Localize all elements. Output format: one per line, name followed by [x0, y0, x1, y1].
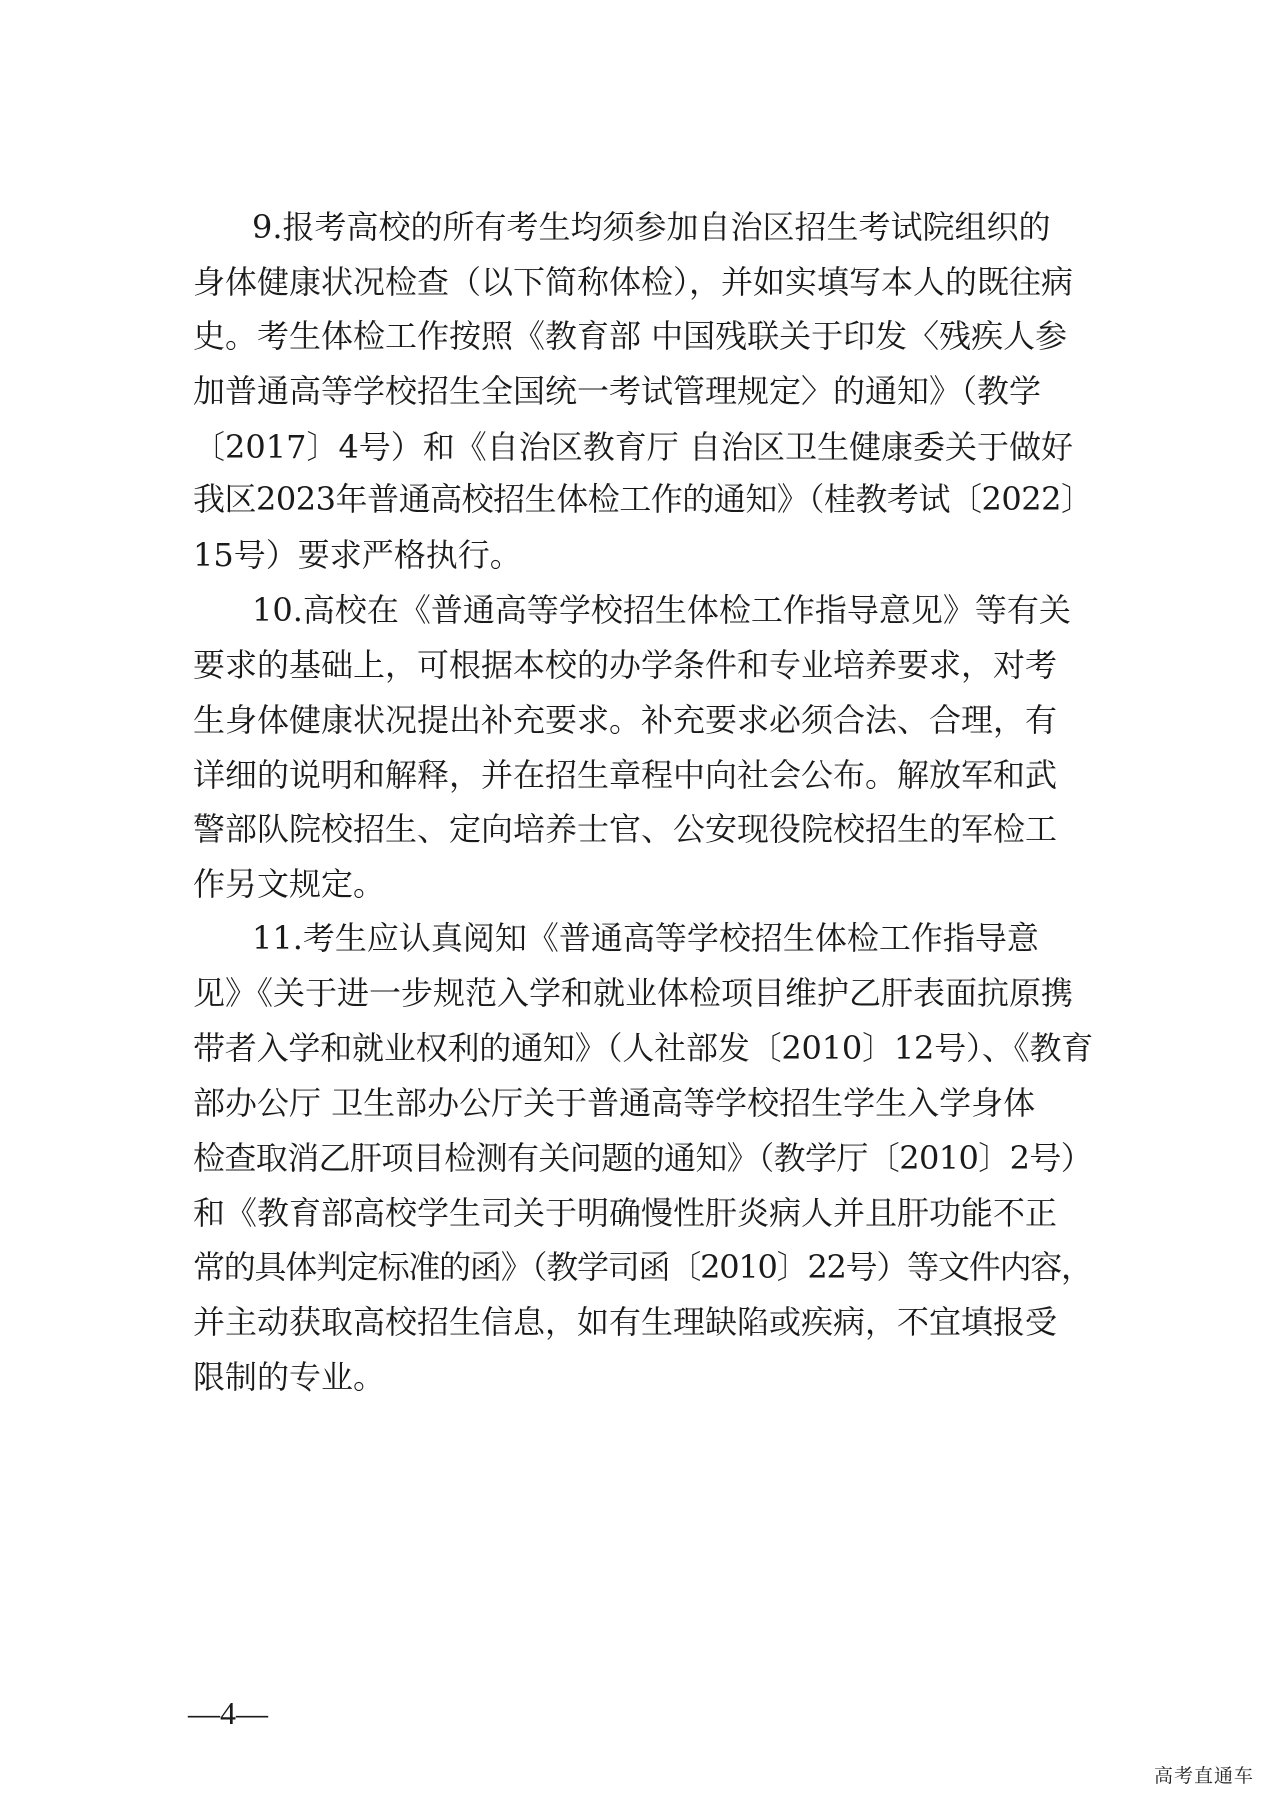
paragraph-9-line-5: 〔2017〕4号）和《自治区教育厅 自治区卫生健康委关于做好 [193, 428, 1073, 466]
paragraph-9-line-6: 我区2023年普通高校招生体检工作的通知》（桂教考试〔2022〕 [193, 480, 1093, 518]
paragraph-10-line-4: 详细的说明和解释，并在招生章程中向社会公布。解放军和武 [193, 756, 1058, 794]
paragraph-9-line-2: 身体健康状况检查（以下简称体检），并如实填写本人的既往病 [193, 263, 1074, 301]
page-number: —4— [188, 1695, 268, 1731]
paragraph-10-line-5: 警部队院校招生、定向培养士官、公安现役院校招生的军检工 [193, 810, 1058, 848]
watermark-text: 高考直通车 [1153, 1765, 1254, 1787]
paragraph-10-line-2: 要求的基础上，可根据本校的办学条件和专业培养要求，对考 [193, 646, 1058, 684]
paragraph-11-line-7: 常的具体判定标准的函》（教学司函〔2010〕22号）等文件内容， [193, 1248, 1092, 1286]
paragraph-11-line-1: 11.考生应认真阅知《普通高等学校招生体检工作指导意 [252, 919, 1039, 957]
paragraph-9-line-1: 9.报考高校的所有考生均须参加自治区招生考试院组织的 [252, 208, 1051, 246]
paragraph-11-line-4: 部办公厅 卫生部办公厅关于普通高等学校招生学生入学身体 [193, 1084, 1036, 1122]
paragraph-11-line-6: 和《教育部高校学生司关于明确慢性肝炎病人并且肝功能不正 [193, 1194, 1058, 1232]
paragraph-10-line-1: 10.高校在《普通高等学校招生体检工作指导意见》等有关 [252, 591, 1071, 629]
paragraph-11-line-5: 检查取消乙肝项目检测有关问题的通知》（教学厅〔2010〕2号） [193, 1139, 1093, 1177]
paragraph-11-line-8: 并主动获取高校招生信息，如有生理缺陷或疾病，不宜填报受 [193, 1303, 1058, 1341]
paragraph-10-line-6: 作另文规定。 [193, 865, 386, 903]
paragraph-9-line-3: 史。考生体检工作按照《教育部 中国残联关于印发〈残疾人参 [193, 317, 1068, 355]
paragraph-11-line-9: 限制的专业。 [193, 1358, 386, 1396]
paragraph-11-line-2: 见》《关于进一步规范入学和就业体检项目维护乙肝表面抗原携 [193, 974, 1074, 1012]
paragraph-10-line-3: 生身体健康状况提出补充要求。补充要求必须合法、合理，有 [193, 701, 1058, 739]
paragraph-9-line-7: 15号）要求严格执行。 [193, 536, 522, 574]
paragraph-9-line-4: 加普通高等学校招生全国统一考试管理规定〉的通知》（教学 [193, 372, 1042, 410]
paragraph-11-line-3: 带者入学和就业权利的通知》（人社部发〔2010〕12号）、《教育 [193, 1029, 1094, 1067]
